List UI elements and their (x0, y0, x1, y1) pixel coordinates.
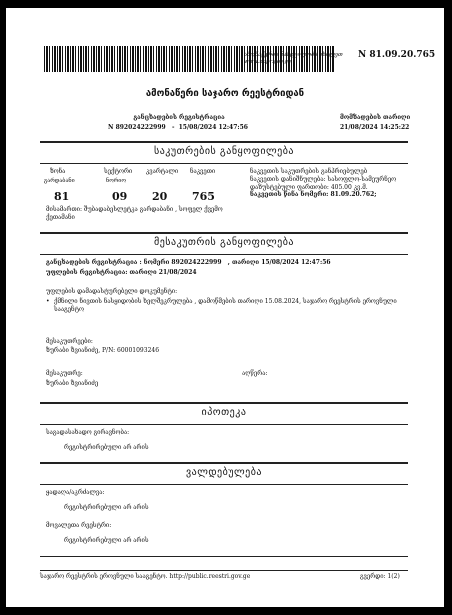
basis-text: • ქმნილი ნივთის ნასყიდობის ხელშეკრულება , დამოწმების თარიღი 15.08.2024, საჯარო რეესტრის ეროვნული სააგენტო (54, 298, 404, 314)
sector-sublabel: ნორიო (106, 178, 126, 184)
prepared-label: მომზადების თარიღი (340, 114, 411, 121)
document-number: N 81.09.20.765 (358, 50, 436, 60)
property-details (250, 168, 406, 199)
mortgage-label: საგადასახადო გირავნობა: (46, 429, 130, 436)
quarter-label: კვარტალი (146, 168, 179, 175)
divider (40, 484, 408, 485)
property-detail-line: ნაკვეთის დანიშნულება: სასოფლო-სამეურნეო (250, 175, 397, 183)
divider (40, 556, 408, 557)
registration-label: განცხადების რეგისტრაცია (133, 114, 225, 121)
encumbrance-section-title: ვალდებულება (186, 467, 262, 478)
property-address: მისამართი: შუბადაბესლეტკა გარდაბანი , სოფელ ქვემო ქეთამანი (46, 206, 223, 221)
property-detail-line: ნაკვეთის წინა ნომერი: 81.09.20.762; (250, 191, 377, 199)
footer-page-number: გვერდი: 1(2) (360, 573, 400, 580)
owner-label: მესაკუთრე: (46, 370, 83, 377)
registration-value: N 892024222999 - 15/08/2024 12:47:56 (108, 124, 248, 131)
divider (40, 254, 408, 255)
seizure-label: ყადაღა/აკრძალვა: (46, 489, 105, 496)
divider (40, 141, 408, 143)
owner-section-title: მესაკუთრის განყოფილება (153, 237, 295, 248)
debtor-value: რეგისტრირებული არ არის (64, 537, 149, 544)
zone-sublabel: გარდაბანი (44, 178, 75, 184)
description-label: აღწერა: (242, 370, 268, 377)
property-detail-line: დაზუსტებული ფართობი: 405.00 კვ.მ. (250, 183, 368, 191)
quarter-code: 20 (152, 190, 168, 203)
divider (40, 462, 408, 464)
owner-value: ზურაბი ზვიანიძე (46, 380, 99, 387)
owners-value: ზურაბი ზვიანიძე, P/N: 60001093246 (46, 347, 160, 354)
owner-application-line: განცხადების რეგისტრაცია : ნომერი 892024222999 , თარიღი 15/08/2024 12:47:56 (46, 259, 331, 266)
mortgage-value: რეგისტრირებული არ არის (64, 444, 149, 451)
sector-code: 09 (112, 190, 128, 203)
mortgage-section-title: იპოთეკა (201, 407, 247, 418)
debtor-label: მოვალეთა რეესტრი: (46, 522, 112, 529)
property-section-title: საკუთრების განყოფილება (154, 146, 294, 157)
divider (40, 402, 408, 404)
owner-registration-date: უფლების რეგისტრაცია: თარიღი 21/08/2024 (46, 269, 197, 276)
property-detail-line: ნაკვეთის საკუთრების განპრიებულებ (250, 168, 368, 175)
page-title: ამონაწერი საჯარო რეესტრიდან (145, 88, 305, 99)
footer-source: საჯარო რეესტრის ეროვნული სააგენტო. http://public.reestri.gov.ge (40, 573, 251, 580)
parcel-label: ნაკვეთი (190, 168, 216, 175)
divider (40, 424, 408, 425)
owners-label: მესაკუთრეები: (46, 338, 93, 345)
prepared-value: 21/08/2024 14:25:22 (340, 124, 410, 131)
basis-label: უფლების დამადასტურებელი დოკუმენტი: (46, 288, 178, 295)
zone-label: ზონა (50, 168, 66, 175)
divider (40, 163, 408, 164)
parcel-code: 765 (192, 190, 215, 203)
zone-code: 81 (54, 190, 70, 203)
divider (40, 232, 408, 234)
seizure-value: რეგისტრირებული არ არის (64, 504, 149, 511)
document-page (6, 8, 444, 607)
footer-divider (40, 570, 408, 571)
sector-label: სექტორი (104, 168, 133, 175)
barcode-caption: ამონაწერის ნამდვილობა იხილეთ www.napr.gov.ge (244, 52, 343, 65)
